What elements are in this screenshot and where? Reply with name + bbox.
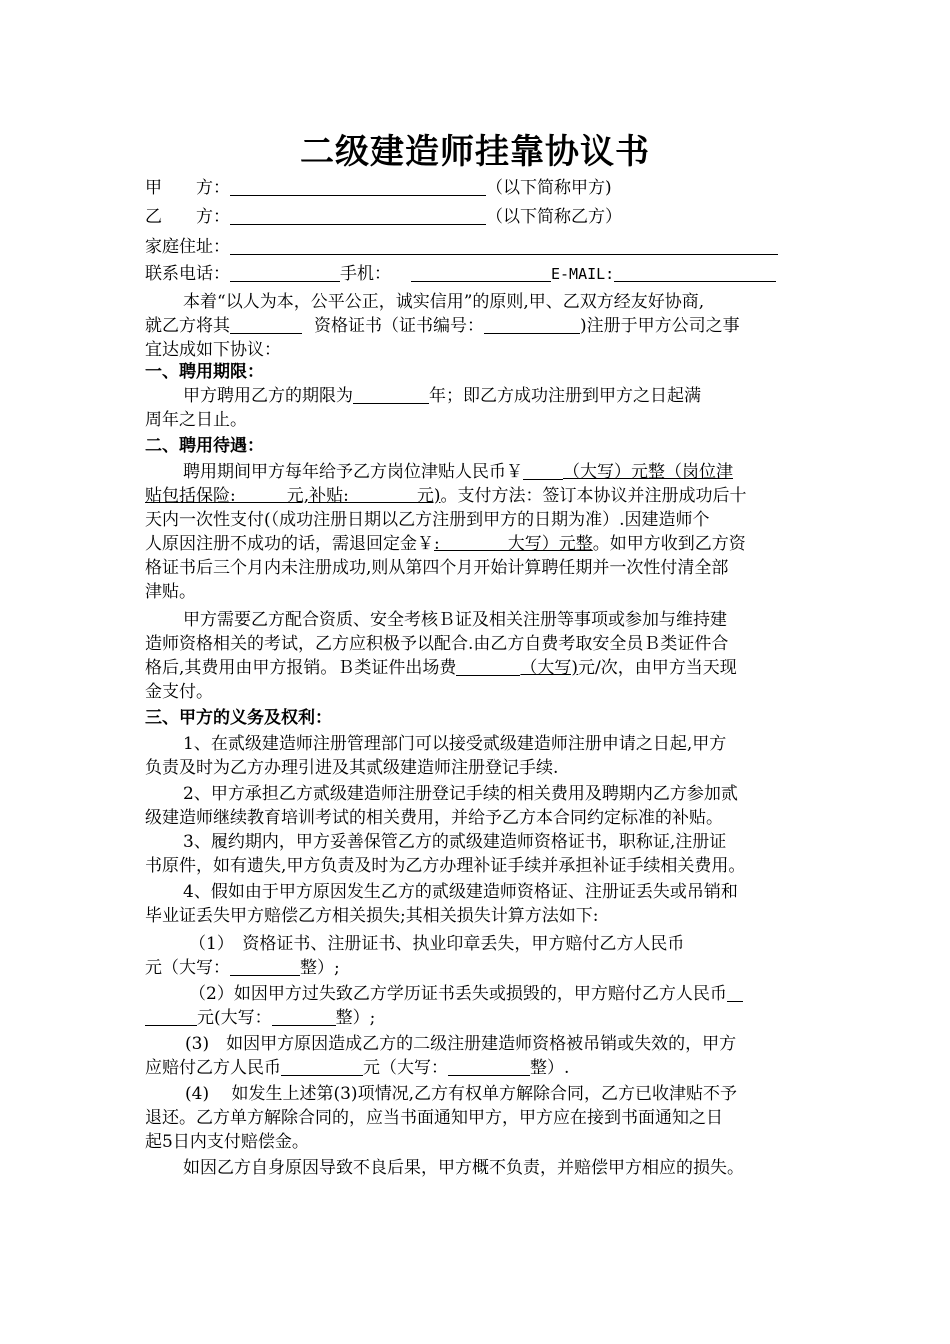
s3-sub-6a: 应赔付乙方人民币 [145,1058,281,1078]
s3-line-1: 1、在贰级建造师注册管理部门可以接受贰级建造师注册申请之日起,甲方 [183,734,727,754]
s3-sub-4-blank [272,1007,336,1026]
s2-payment-text: 。支付方法：签订本协议并注册成功后十 [440,486,747,506]
s1-years-blank [353,385,429,404]
email-blank [614,263,776,282]
s2-line-6: 津贴。 [145,582,196,602]
s3-sub-2b: 整）; [300,958,340,978]
s3-sub-line-7: (4) 如发生上述第(3)项情况,乙方有权单方解除合同，乙方已收津贴不予 [185,1084,737,1104]
s3-sub-line-5: (3) 如因甲方原因造成乙方的二级注册建造师资格被吊销或失效的，甲方 [185,1034,737,1054]
intro-cert-text: 资格证书（证书编号： [314,316,484,336]
s3-sub-line-10: 如因乙方自身原因导致不良后果，甲方概不负责，并赔偿甲方相应的损失。 [183,1158,744,1178]
s1-text-a: 甲方聘用乙方的期限为 [183,386,353,406]
s3-sub-line-9: 起5日内支付赔偿金。 [145,1132,309,1152]
party-b-blank [230,206,486,225]
s2-line-5: 格证书后三个月内未注册成功,则从第四个月开始计算聘任期并一次性付清全部 [145,558,729,578]
s3-line-7: 4、假如由于甲方原因发生乙方的贰级建造师资格证、注册证丢失或吊销和 [183,882,738,902]
s3-sub-line-2 [145,956,815,980]
phone-blank [230,263,340,282]
s3-sub-6c: 整）. [530,1058,570,1078]
s2-p2-line-3 [145,656,815,680]
intro-line-1: 本着“以人为本，公平公正，诚实信用”的原则,甲、乙双方经友好协商, [183,292,705,312]
s2-line-4 [145,532,815,556]
s3-sub-3-blank [727,983,743,1002]
phone-line [145,262,815,286]
s3-line-4: 级建造师继续教育培训考试的相关费用，并给予乙方本合同约定标准的补贴。 [145,808,723,828]
party-a-note: （以下简称甲方) [486,178,612,198]
s1-text-b: 年；即乙方成功注册到甲方之日起满 [429,386,701,406]
party-a-blank [230,177,486,196]
s2-text-a: 聘用期间甲方每年给予乙方岗位津贴人民币￥ [183,462,523,482]
party-a-label: 甲 方： [145,178,230,198]
s3-line-2: 负责及时为乙方办理引进及其贰级建造师注册登记手续. [145,758,559,778]
party-b-label: 乙 方： [145,207,230,227]
s3-sub-6-blank-2 [448,1057,530,1076]
intro-cert-no-blank [484,315,580,334]
intro-line-3: 宜达成如下协议： [145,340,281,360]
s2-amount-words: （大写）元整（岗位津 [563,462,733,482]
party-b-note: （以下简称乙方） [486,207,622,227]
s1-line-2: 周年之日止。 [145,410,247,430]
s3-line-6: 书原件，如有遗失,甲方负责及时为乙方办理补证手续并承担补证手续相关费用。 [145,856,746,876]
s2-refund-text: 人原因注册不成功的话，需退回定金￥ [145,534,434,554]
s1-line-1 [145,384,853,408]
s3-sub-4-lead-blank [145,1007,197,1026]
s2-line-2 [145,484,815,508]
s2-fee-tail: 元/次，由甲方当天现 [578,658,737,678]
s3-sub-2-blank [230,957,300,976]
s2-refund-amount: : 大写）元整 [434,534,593,554]
party-a-line [145,176,815,200]
s3-sub-4a: 元(大写： [197,1008,272,1028]
s3-line-3: 2、甲方承担乙方贰级建造师注册登记手续的相关费用及聘期内乙方参加贰 [183,784,738,804]
document-title: 二级建造师挂靠协议书 [300,132,650,172]
section-1-heading: 一、聘用期限： [145,362,264,382]
address-blank [230,236,778,255]
intro-prefix: 就乙方将其 [145,316,230,336]
s2-refund-tail: 。如甲方收到乙方资 [592,534,746,554]
mobile-label: 手机： [340,264,391,284]
intro-cert-blank [230,315,302,334]
s3-line-8: 毕业证丢失甲方赔偿乙方相关损失;其相关损失计算方法如下: [145,906,599,926]
s2-amount-blank [523,461,563,480]
s2-p2-line-2: 造师资格相关的考试，乙方应积极予以配合.由乙方自费考取安全员Ｂ类证件合 [145,634,729,654]
s2-insurance-text: 贴包括保险: 元,补贴: 元) [145,486,441,506]
s3-sub-3: （2）如因甲方过失致乙方学历证书丢失或损毁的，甲方赔付乙方人民币 [189,984,727,1004]
s3-sub-line-4 [145,1006,815,1030]
mobile-blank [411,263,551,282]
s2-line-1 [145,460,853,484]
phone-label: 联系电话： [145,264,230,284]
intro-cert-tail: )注册于甲方公司之事 [580,316,740,336]
s3-sub-6b: 元（大写： [363,1058,448,1078]
s2-p2-line-4: 金支付。 [145,682,213,702]
s2-p2-line-1: 甲方需要乙方配合资质、安全考核Ｂ证及相关注册等事项或参加与维持建 [183,610,727,630]
section-2-heading: 二、聘用待遇： [145,436,264,456]
s3-line-5: 3、履约期内，甲方妥善保管乙方的贰级建造师资格证书，职称证,注册证 [183,832,727,852]
email-label: E-MAIL: [551,265,615,283]
address-line [145,235,815,259]
s3-sub-line-8: 退还。乙方单方解除合同的，应当书面通知甲方，甲方应在接到书面通知之日 [145,1108,723,1128]
s3-sub-line-3 [145,982,859,1006]
s2-fee-words: （大写) [520,658,579,678]
section-3-heading: 三、甲方的义务及权利： [145,708,332,728]
party-b-line [145,205,815,229]
s3-sub-2a: 元（大写： [145,958,230,978]
s3-sub-6-blank-1 [281,1057,363,1076]
s3-sub-4b: 整）; [335,1008,376,1028]
s2-line-3: 天内一次性支付(（成功注册日期以乙方注册到甲方的日期为准）.因建造师个 [145,510,710,530]
s3-sub-line-1: （1） 资格证书、注册证书、执业印章丢失，甲方赔付乙方人民币 [189,934,685,954]
s2-fee-blank [456,657,520,676]
s3-sub-line-6 [145,1056,815,1080]
address-label: 家庭住址： [145,237,230,257]
intro-line-2 [145,314,815,338]
s2-fee-text: 格后,其费用由甲方报销。Ｂ类证件出场费 [145,658,457,678]
